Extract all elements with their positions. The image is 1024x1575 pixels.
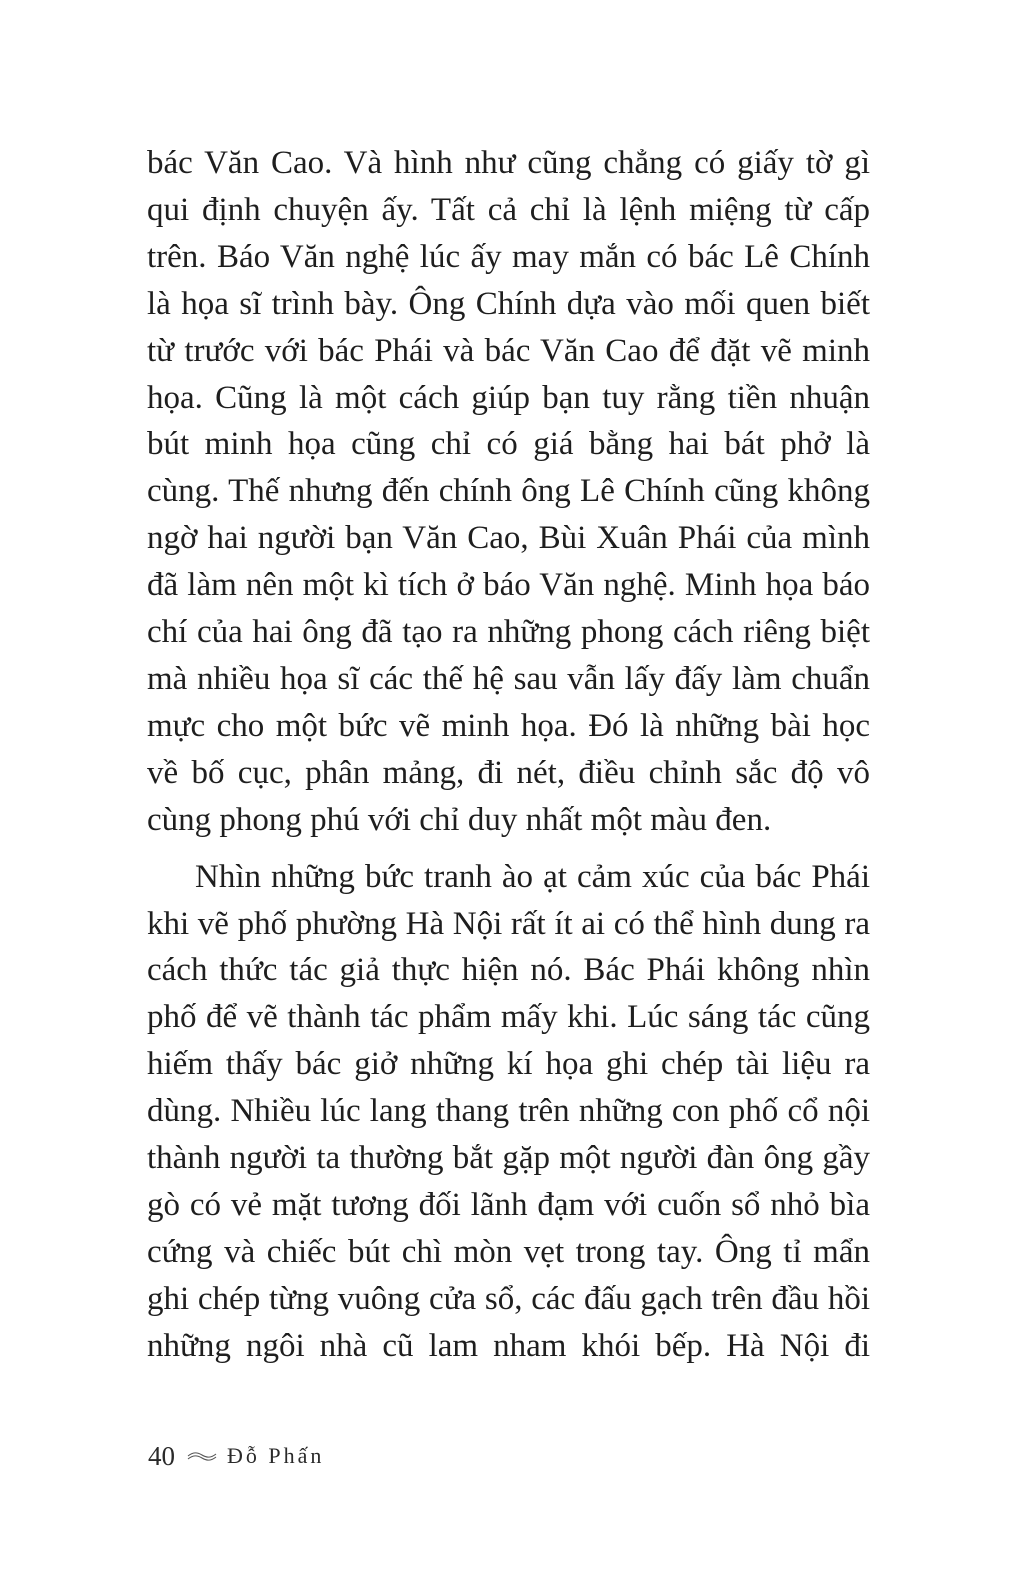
paragraph-1: bác Văn Cao. Và hình như cũng chẳng có giấy tờ gì qui định chuyện ấy. Tất cả chỉ là lệnh miệng từ cấp trên. Báo Văn nghệ lúc ấy may mắn có bác Lê Chính là họa sĩ trình bày. Ông Chính dựa vào mối quen biết từ trước với bác Phái và bác Văn Cao để đặt vẽ minh họa. Cũng là một cách giúp bạn tuy rằng tiền nhuận bút minh họa cũng chỉ có giá bằng hai bát phở là cùng. Thế nhưng đến chính ông Lê Chính cũng không ngờ hai người bạn Văn Cao, Bùi Xuân Phái của mình đã làm nên một kì tích ở báo Văn nghệ. Minh họa báo chí của hai ông đã tạo ra những phong cách riêng biệt mà nhiều họa sĩ các thế hệ sau vẫn lấy đấy làm chuẩn mực cho một bức vẽ minh họa. Đó là những bài học về bố cục, phân mảng, đi nét, điều chỉnh sắc độ vô cùng phong phú với chỉ duy nhất một màu đen.: [147, 145, 870, 838]
page-number: 40: [148, 1440, 175, 1471]
page-body: [147, 140, 870, 1370]
paragraph-2: Nhìn những bức tranh ào ạt cảm xúc của bác Phái khi vẽ phố phường Hà Nội rất ít ai có thể hình dung ra cách thức tác giả thực hiện nó. Bác Phái không nhìn phố để vẽ thành tác phẩm mấy khi. Lúc sáng tác cũng hiếm thấy bác giở những kí họa ghi chép tài liệu ra dùng. Nhiều lúc lang thang trên những con phố cổ nội thành người ta thường bắt gặp một người đàn ông gầy gò có vẻ mặt tương đối lãnh đạm với cuốn sổ nhỏ bìa cứng và chiếc bút chì mòn vẹt trong tay. Ông tỉ mẩn ghi chép từng vuông cửa sổ, các đấu gạch trên đầu hồi những ngôi nhà cũ lam nham khói bếp. Hà Nội đi: [147, 858, 870, 1364]
page-footer: [148, 1441, 324, 1471]
author-name: Đỗ Phấn: [227, 1443, 325, 1468]
wave-ornament-icon: [187, 1449, 217, 1463]
